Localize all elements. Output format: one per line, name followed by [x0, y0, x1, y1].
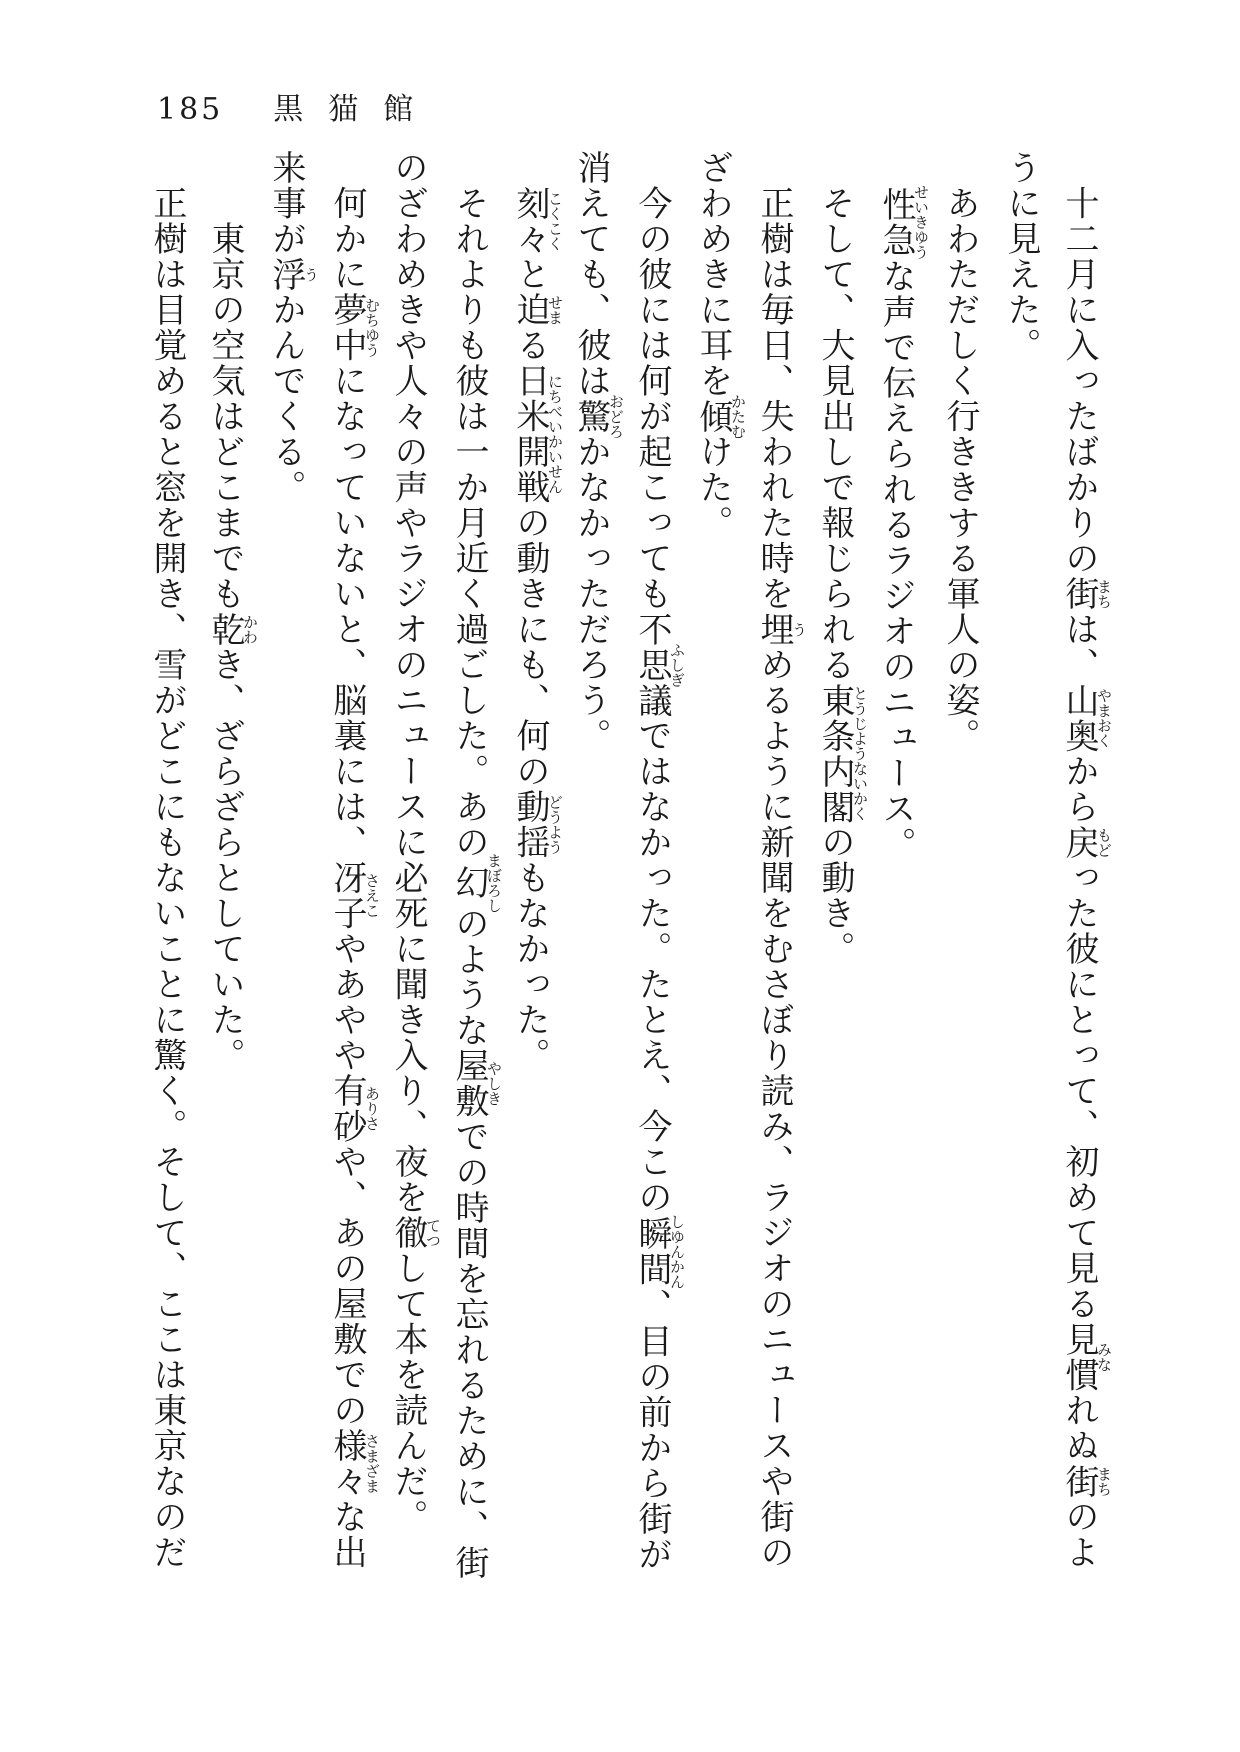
furigana: こくこく — [546, 185, 564, 257]
page-number: 185 — [157, 92, 224, 127]
ruby-annotated-text: 夢中むちゆう — [327, 292, 381, 363]
ruby-annotated-text: 戻もど — [1059, 824, 1113, 860]
text-column: 消えても、彼は驚おどろかなかっただろう。 — [571, 150, 625, 754]
furigana: やまおく — [1095, 682, 1113, 754]
furigana: みな — [1095, 1321, 1113, 1393]
ruby-annotated-text: 傾かたむ — [693, 393, 747, 439]
text-column: うに見えた。 — [1001, 150, 1041, 363]
text-column: ざわめきに耳を傾かたむけた。 — [693, 150, 747, 541]
furigana: まち — [1095, 576, 1113, 612]
book-title: 黒猫館 — [273, 92, 439, 127]
ruby-annotated-text: 徹てつ — [388, 1215, 442, 1251]
text-column: 正樹は毎日、失われた時を埋うめるように新聞をむさぼり読み、ラジオのニュースや街の — [754, 185, 808, 1570]
ruby-annotated-text: 様々さまざま — [327, 1428, 381, 1499]
furigana: まぼろし — [485, 853, 503, 913]
text-column: 今の彼には何が起こっても不思議ふしぎではなかった。たとえ、今この瞬間しゆんかん、目の前から街が — [632, 185, 686, 1572]
ruby-annotated-text: 見慣みな — [1059, 1321, 1113, 1393]
ruby-annotated-text: 東条内閣とうじようないかく — [815, 682, 869, 825]
text-column: 十二月に入ったばかりの街まちは、山奥やまおくから戻もどった彼にとって、初めて見る見慣みなれぬ街まちのよ — [1059, 185, 1113, 1570]
furigana: とうじようないかく — [851, 682, 869, 825]
furigana: さえこ — [363, 860, 381, 931]
ruby-annotated-text: 屋敷やしき — [449, 1048, 503, 1119]
ruby-annotated-text: 街まち — [1059, 1463, 1113, 1499]
ruby-annotated-text: 街まち — [1059, 576, 1113, 612]
furigana: う — [790, 611, 808, 647]
text-column: そして、大見出しで報じられる東条内閣とうじようないかくの動き。 — [815, 185, 869, 967]
text-column: 性急せいきゆうな声で伝えられるラジオのニュース。 — [876, 184, 930, 862]
furigana: どうよう — [546, 789, 564, 860]
ruby-annotated-text: 日米開戦にちべいかいせん — [510, 363, 564, 505]
ruby-annotated-text: 山奥やまおく — [1059, 682, 1113, 754]
text-column: 来事が浮うかんでくる。 — [266, 150, 320, 505]
ruby-annotated-text: 乾かわ — [205, 611, 259, 647]
furigana: かわ — [241, 611, 259, 647]
furigana: ふしぎ — [668, 611, 686, 718]
furigana: もど — [1095, 824, 1113, 860]
vertical-text-area — [136, 150, 1112, 1590]
ruby-annotated-text: 刻々こくこく — [510, 185, 564, 257]
text-column: あわただしく行ききする軍人の姿。 — [940, 185, 980, 754]
furigana: せま — [546, 292, 564, 328]
furigana: う — [302, 256, 320, 292]
ruby-annotated-text: 浮う — [266, 256, 320, 292]
ruby-annotated-text: 迫せま — [510, 292, 564, 328]
ruby-annotated-text: 性急せいきゆう — [876, 184, 930, 260]
furigana: にちべいかいせん — [546, 363, 564, 505]
furigana: むちゆう — [363, 292, 381, 363]
text-column: 刻々こくこくと迫せまる日米開戦にちべいかいせんの動きにも、何の動揺どうようもなかった。 — [510, 185, 564, 1073]
text-column: 東京の空気はどこまでも乾かわき、ざらざらとしていた。 — [205, 221, 259, 1073]
ruby-annotated-text: 冴子さえこ — [327, 860, 381, 931]
ruby-annotated-text: 動揺どうよう — [510, 789, 564, 860]
furigana: てつ — [424, 1215, 442, 1251]
ruby-annotated-text: 幻まぼろし — [449, 853, 503, 913]
ruby-annotated-text: 瞬間しゆんかん — [632, 1214, 686, 1289]
furigana: さまざま — [363, 1428, 381, 1499]
text-column: それよりも彼は一か月近く過ごした。あの幻まぼろしのような屋敷やしきでの時間を忘れるために、街 — [449, 185, 503, 1581]
furigana: やしき — [485, 1048, 503, 1119]
furigana: かたむ — [729, 393, 747, 439]
ruby-annotated-text: 不思議ふしぎ — [632, 611, 686, 718]
ruby-annotated-text: 驚おどろ — [571, 393, 625, 439]
ruby-annotated-text: 埋う — [754, 611, 808, 647]
running-head — [157, 84, 438, 128]
ruby-annotated-text: 有砂ありさ — [327, 1073, 381, 1144]
text-column: 何かに夢中むちゆうになっていないと、脳裏には、冴子さえこやあやや有砂ありさや、あの屋敷での様々さまざまな出 — [327, 185, 381, 1570]
furigana: おどろ — [607, 393, 625, 439]
furigana: ありさ — [363, 1073, 381, 1144]
text-column: 正樹は目覚めると窓を開き、雪がどこにもないことに驚く。そして、ここは東京なのだ — [147, 185, 187, 1570]
furigana: しゆんかん — [668, 1214, 686, 1289]
furigana: まち — [1095, 1463, 1113, 1499]
text-column: のざわめきや人々の声やラジオのニュースに必死に聞き入り、夜を徹てつして本を読んだ。 — [388, 150, 442, 1535]
furigana: せいきゆう — [912, 184, 930, 260]
